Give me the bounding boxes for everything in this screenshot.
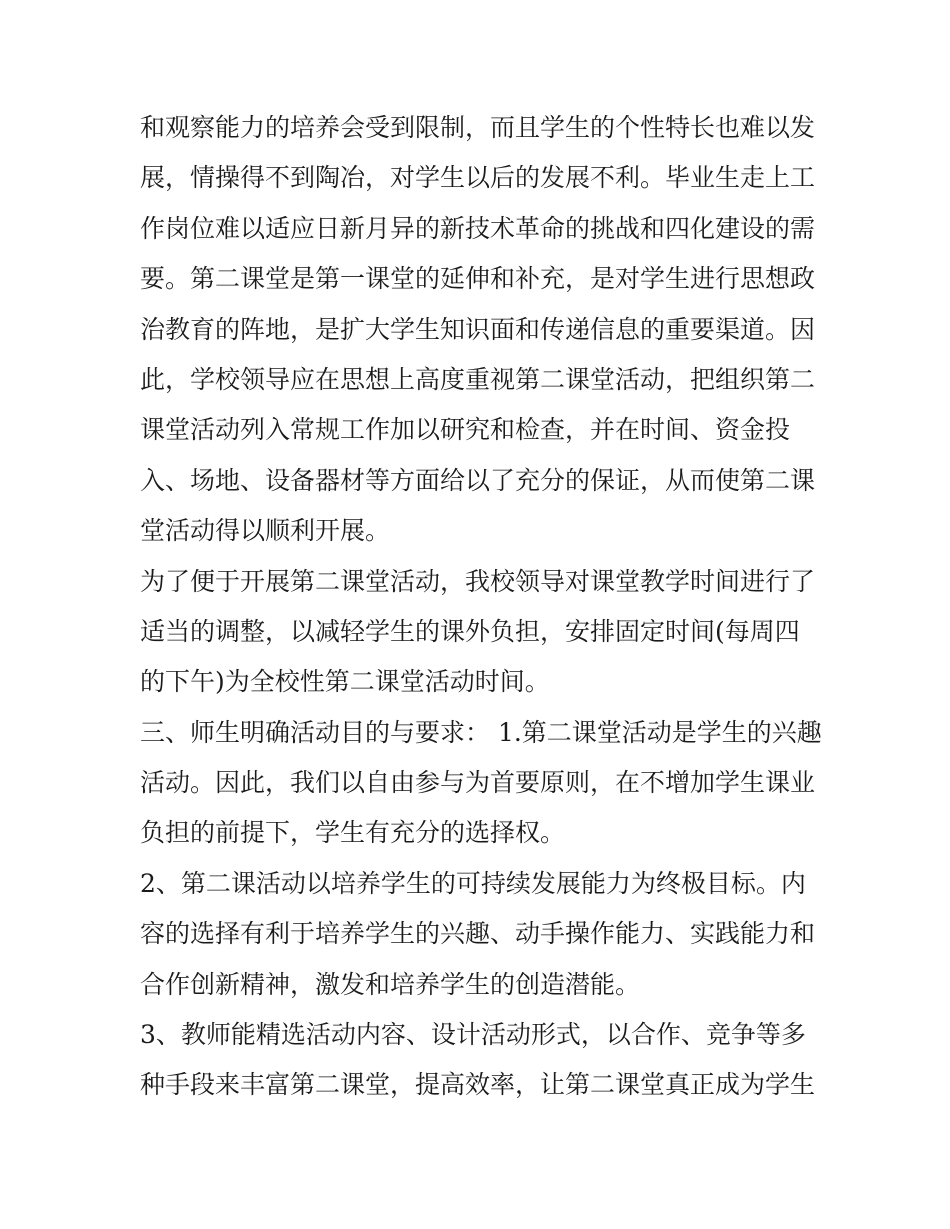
text-line: 治教育的阵地，是扩大学生知识面和传递信息的重要渠道。因	[140, 314, 816, 344]
text-line: 种手段来丰富第二课堂，提高效率，让第二课堂真正成为学生	[140, 1070, 816, 1100]
text-line: 3、教师能精选活动内容、设计活动形式，以合作、竞争等多	[140, 1020, 806, 1050]
document-body	[140, 103, 820, 1111]
text-line: 展，情操得不到陶冶，对学生以后的发展不利。毕业生走上工	[140, 163, 816, 193]
text-line: 为了便于开展第二课堂活动，我校领导对课堂教学时间进行了	[140, 566, 816, 596]
text-line: 合作创新精神，激发和培养学生的创造潜能。	[140, 969, 641, 999]
text-line: 活动。因此，我们以自由参与为首要原则，在不增加学生课业	[140, 768, 816, 798]
text-line: 容的选择有利于培养学生的兴趣、动手操作能力、实践能力和	[140, 919, 816, 949]
text-line: 2、第二课活动以培养学生的可持续发展能力为终极目标。内	[140, 868, 806, 898]
text-line: 三、师生明确活动目的与要求： 1.第二课堂活动是学生的兴趣	[140, 717, 822, 747]
text-line: 的下午)为全校性第二课堂活动时间。	[140, 667, 550, 697]
text-line: 入、场地、设备器材等方面给以了充分的保证，从而使第二课	[140, 465, 816, 495]
text-line: 要。第二课堂是第一课堂的延伸和补充，是对学生进行思想政	[140, 264, 816, 294]
text-line: 负担的前提下，学生有充分的选择权。	[140, 818, 566, 848]
text-line: 作岗位难以适应日新月异的新技术革命的挑战和四化建设的需	[140, 213, 816, 243]
text-line: 课堂活动列入常规工作加以研究和检查，并在时间、资金投	[140, 415, 791, 445]
text-line: 堂活动得以顺利开展。	[140, 516, 391, 546]
text-line: 和观察能力的培养会受到限制，而且学生的个性特长也难以发	[140, 113, 816, 142]
text-line: 此，学校领导应在思想上高度重视第二课堂活动，把组织第二	[140, 364, 816, 394]
text-line: 适当的调整，以减轻学生的课外负担，安排固定时间(每周四	[140, 616, 800, 646]
